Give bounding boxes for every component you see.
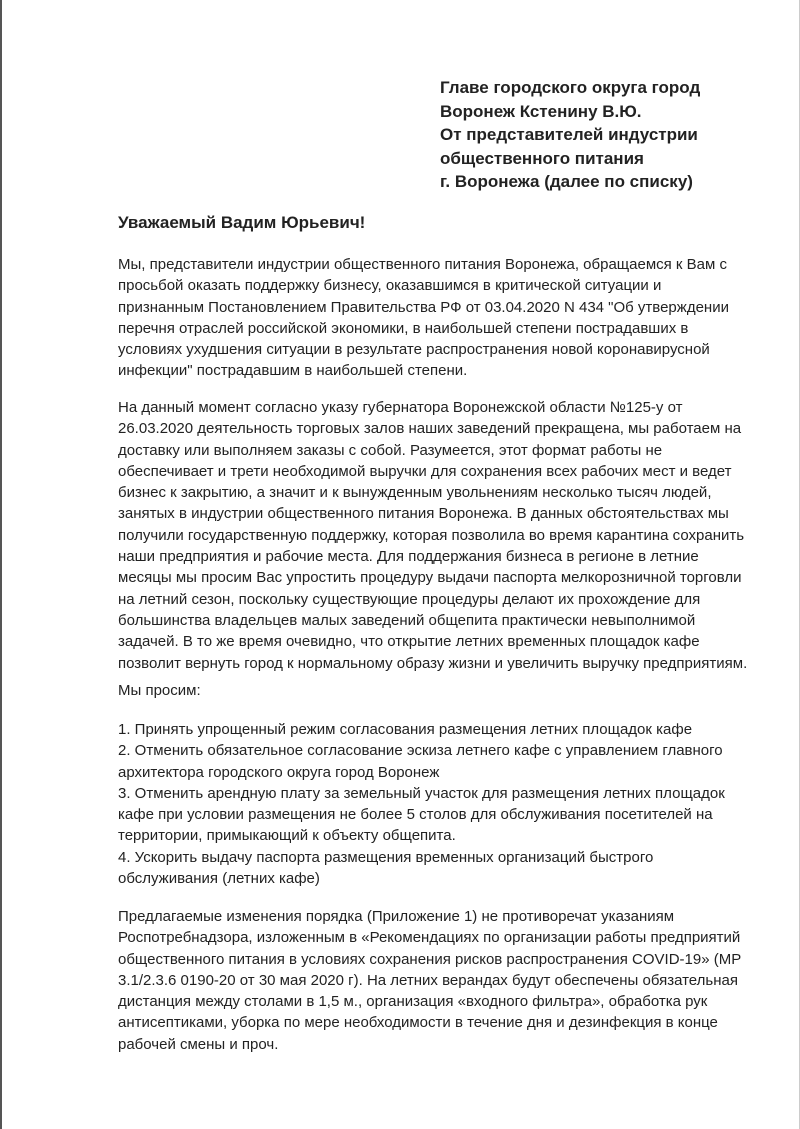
list-item: 1. Принять упрощенный режим согласования размещения летних площадок кафе: [118, 721, 693, 738]
paragraph-line: условиях ухудшения ситуации в результате распространения новой коронавирусной: [118, 341, 710, 359]
paragraph-line: занятых в индустрии общественного питания Воронежа. В данных обстоятельствах мы: [118, 505, 729, 523]
paragraph-line: доставку или выполняем заказы с собой. Разумеется, этот формат работы не: [118, 441, 663, 459]
addressee-line: общественного питания: [440, 148, 644, 168]
paragraph-line: месяцы мы просим Вас упростить процедуру выдачи паспорта мелкорозничной торговли: [118, 569, 742, 587]
paragraph-3: [118, 906, 758, 1055]
request-title: [118, 680, 758, 701]
paragraph-line: перечня отраслей российской экономики, в наибольшей степени пострадавших в: [118, 319, 689, 337]
list-item: кафе при условии размещения не более 5 столов для обслуживания посетителей на: [118, 806, 713, 824]
list-item: 4. Ускорить выдачу паспорта размещения временных организаций быстрого: [118, 848, 654, 866]
paragraph-line: антисептиками, уборка по мере необходимости в течение дня и дезинфекция в конце: [118, 1014, 718, 1032]
request-title-text: Мы просим:: [118, 682, 201, 699]
list-item: обслуживания (летних кафе): [118, 870, 320, 888]
paragraph-2: [118, 397, 758, 674]
paragraph-line: признанным Постановлением Правительства РФ от 03.04.2020 N 434 "Об утверждении: [118, 298, 729, 316]
list-item: 2. Отменить обязательное согласование эскиза летнего кафе с управлением главного: [118, 742, 723, 760]
addressee-line: Главе городского округа город: [440, 78, 701, 97]
list-item: архитектора городского округа город Воронеж: [118, 763, 440, 781]
paragraph-line: инфекции" пострадавшим в наибольшей степени.: [118, 362, 468, 380]
paragraph-line: На данный момент согласно указу губернатора Воронежской области №125-у от: [118, 399, 683, 416]
paragraph-line: 3.1/2.3.6 0190-20 от 30 мая 2020 г). На летних верандах будут обеспечены обязательная: [118, 971, 738, 989]
paragraph-line: Мы, представители индустрии общественного питания Воронежа, обращаемся к Вам с: [118, 256, 727, 273]
paragraph-line: получили государственную поддержку, которая позволила во время карантина сохранить: [118, 526, 745, 544]
request-list: [118, 719, 758, 889]
paragraph-line: обеспечивает и трети необходимой выручки для сохранения всех рабочих мест и ведет: [118, 462, 732, 480]
list-item: 3. Отменить арендную плату за земельный участок для размещения летних площадок: [118, 784, 725, 802]
paragraph-line: бизнес к закрытию, а значит и к вынужденным увольнениям несколько тысяч людей,: [118, 484, 712, 502]
addressee-line: г. Воронежа (далее по списку): [440, 172, 693, 191]
paragraph-1: [118, 254, 758, 382]
addressee-block: [440, 76, 770, 194]
paragraph-line: рабочей смены и проч.: [118, 1035, 279, 1053]
paragraph-line: наши предприятия и рабочие места. Для поддержания бизнеса в регионе в летние: [118, 548, 699, 566]
paragraph-line: просьбой оказать поддержку бизнесу, оказавшимся в критической ситуации и: [118, 277, 662, 295]
page-left-border: [0, 0, 2, 1129]
list-item: территории, примыкающий к объекту общепита.: [118, 827, 456, 845]
paragraph-line: Предлагаемые изменения порядка (Приложение 1) не противоречат указаниям: [118, 908, 675, 925]
greeting: Уважаемый Вадим Юрьевич!: [118, 213, 366, 232]
paragraph-line: задачей. В то же время очевидно, что открытие летних временных площадок кафе: [118, 633, 700, 651]
paragraph-line: на летний сезон, поскольку существующие процедуры делают их прохождение для: [118, 590, 701, 608]
paragraph-line: общественного питания в условиях сохранения рисков распространения COVID-19» (МР: [118, 950, 742, 968]
paragraph-line: 26.03.2020 деятельность торговых залов наших заведений прекращена, мы работаем на: [118, 420, 742, 438]
paragraph-line: позволит вернуть город к нормальному образу жизни и увеличить выручку предприятиям.: [118, 654, 748, 672]
addressee-line: От представителей индустрии: [440, 125, 698, 144]
paragraph-line: дистанция между столами в 1,5 м., организация «входного фильтра», обработка рук: [118, 993, 708, 1011]
addressee-line: Воронеж Кстенину В.Ю.: [440, 101, 642, 121]
paragraph-line: Роспотребнадзора, изложенным в «Рекомендациях по организации работы предприятий: [118, 929, 741, 947]
paragraph-line: большинства владельцев малых заведений общепита практически невыполнимой: [118, 611, 696, 629]
